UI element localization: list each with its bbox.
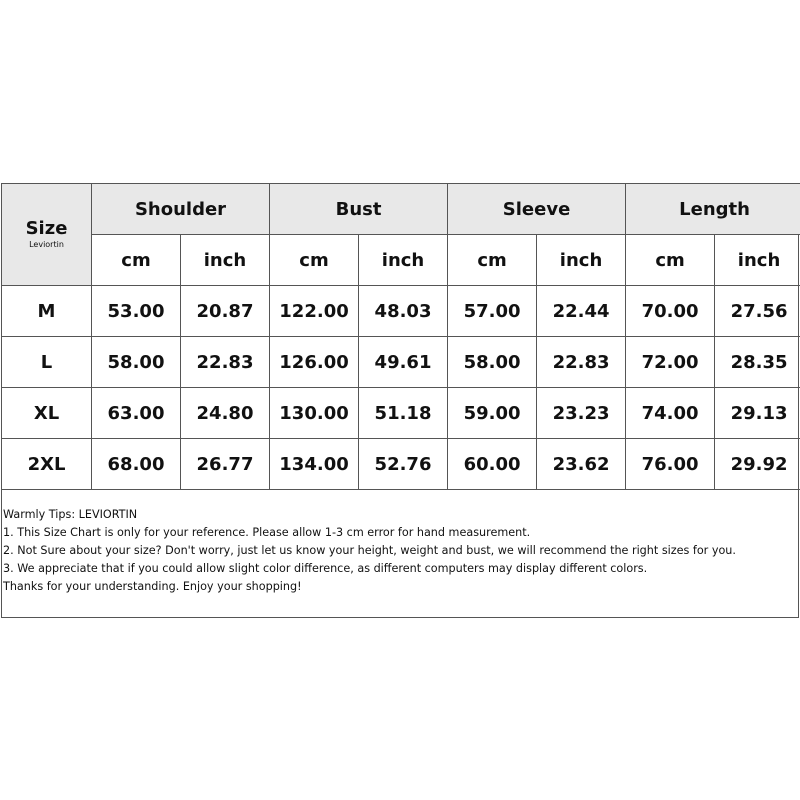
table-cell: 63.00 xyxy=(92,388,181,439)
tips-closing: Thanks for your understanding. Enjoy your shopping! xyxy=(3,580,302,593)
table-cell: 20.87 xyxy=(181,286,270,337)
table-cell: 70.00 xyxy=(626,286,715,337)
table-cell: 126.00 xyxy=(270,337,359,388)
table-cell: 52.76 xyxy=(359,439,448,490)
tip-line: 1. This Size Chart is only for your reference. Please allow 1-3 cm error for hand measurement. xyxy=(3,526,531,539)
size-header-cell xyxy=(2,184,92,286)
size-table xyxy=(1,183,800,490)
group-header-shoulder: Shoulder xyxy=(92,184,270,235)
tip-line: 2. Not Sure about your size? Don't worry, just let us know your height, weight and bust, we will recommend the right sizes for you. xyxy=(3,544,736,557)
table-cell: 23.62 xyxy=(537,439,626,490)
table-unit-header-row xyxy=(2,235,800,286)
table-cell: 28.35 xyxy=(715,337,800,388)
unit-header: inch xyxy=(359,235,448,286)
table-cell: 48.03 xyxy=(359,286,448,337)
table-cell: 22.83 xyxy=(537,337,626,388)
group-header-bust: Bust xyxy=(270,184,448,235)
unit-header: inch xyxy=(537,235,626,286)
tips-title: Warmly Tips: LEVIORTIN xyxy=(3,508,138,521)
table-cell: 22.44 xyxy=(537,286,626,337)
table-cell: 29.92 xyxy=(715,439,800,490)
table-cell: 24.80 xyxy=(181,388,270,439)
table-cell: 72.00 xyxy=(626,337,715,388)
table-cell: 29.13 xyxy=(715,388,800,439)
table-cell: 51.18 xyxy=(359,388,448,439)
table-cell: 58.00 xyxy=(92,337,181,388)
unit-header: cm xyxy=(270,235,359,286)
table-cell: 22.83 xyxy=(181,337,270,388)
table-cell: 57.00 xyxy=(448,286,537,337)
table-cell: 122.00 xyxy=(270,286,359,337)
unit-header: inch xyxy=(181,235,270,286)
unit-header: cm xyxy=(448,235,537,286)
table-cell: 53.00 xyxy=(92,286,181,337)
table-cell: 76.00 xyxy=(626,439,715,490)
group-header-sleeve: Sleeve xyxy=(448,184,626,235)
table-row xyxy=(2,337,800,388)
table-cell: 27.56 xyxy=(715,286,800,337)
table-cell: 23.23 xyxy=(537,388,626,439)
table-cell: 49.61 xyxy=(359,337,448,388)
table-cell: 134.00 xyxy=(270,439,359,490)
group-header-length: Length xyxy=(626,184,800,235)
table-cell: 68.00 xyxy=(92,439,181,490)
unit-header: cm xyxy=(626,235,715,286)
size-name-cell: 2XL xyxy=(2,439,92,490)
table-row xyxy=(2,388,800,439)
tips-block xyxy=(3,506,797,596)
unit-header: cm xyxy=(92,235,181,286)
size-name-cell: M xyxy=(2,286,92,337)
table-row xyxy=(2,286,800,337)
table-cell: 60.00 xyxy=(448,439,537,490)
brand-subtext: Leviortin xyxy=(29,240,64,249)
table-cell: 58.00 xyxy=(448,337,537,388)
table-cell: 26.77 xyxy=(181,439,270,490)
table-cell: 130.00 xyxy=(270,388,359,439)
table-row xyxy=(2,439,800,490)
size-header: Size xyxy=(25,218,68,240)
table-group-header-row xyxy=(2,184,800,235)
tip-line: 3. We appreciate that if you could allow slight color difference, as different computers may display different colors. xyxy=(3,562,648,575)
size-name-cell: XL xyxy=(2,388,92,439)
table-cell: 74.00 xyxy=(626,388,715,439)
table-cell: 59.00 xyxy=(448,388,537,439)
size-name-cell: L xyxy=(2,337,92,388)
unit-header: inch xyxy=(715,235,800,286)
